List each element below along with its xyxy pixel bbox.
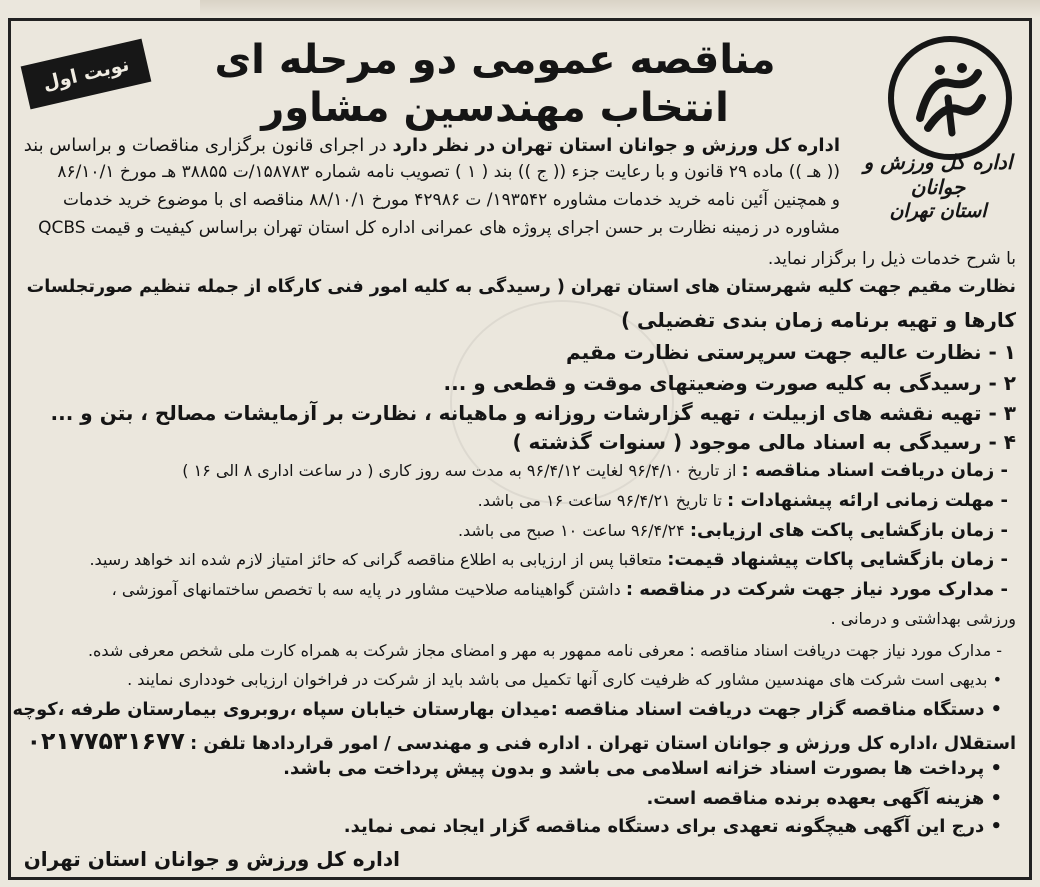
intro-org-bold: اداره کل ورزش و جوانان استان تهران در نظر دارد — [392, 135, 840, 156]
evaluation-label: - زمان بازگشایی پاکت های ارزیابی: — [689, 520, 1008, 541]
top-paper-strip — [200, 0, 1040, 18]
note-ad-cost: • هزینه آگهی بعهده برنده مناقصه است. — [646, 788, 1002, 809]
note-payment: • پرداخت ها بصورت اسناد خزانه اسلامی می باشد و بدون پیش پرداخت می باشد. — [283, 758, 1002, 779]
note-no-obligation: • درج این آگهی هیچگونه تعهدی برای دستگاه مناقصه گزار ایجاد نمی نماید. — [343, 816, 1002, 837]
intro-line4: مشاوره در زمینه نظارت بر حسن اجرای پروژه های عمرانی اداره کل استان تهران براساس کیفیت و قیمت QCBS — [38, 218, 840, 238]
phone-label: تلفن : — [190, 734, 252, 754]
scope-item-1: ۱ - نظارت عالیه جهت سرپرستی نظارت مقیم — [565, 340, 1016, 364]
price-opening-label: - زمان بازگشایی پاکات پیشنهاد قیمت: — [667, 549, 1008, 570]
intro-line5: با شرح خدمات ذیل را برگزار نماید. — [767, 249, 1016, 269]
footer-org-signature: اداره کل ورزش و جوانان استان تهران — [23, 847, 400, 871]
scope-line2: کارها و تهیه برنامه زمان بندی تفضیلی ) — [620, 308, 1016, 332]
scope-line1: نظارت مقیم جهت کلیه شهرستان های استان تهران ( رسیدگی به کلیه امور فنی کارگاه از جمله تنظیم صورتجلسات — [26, 277, 1016, 297]
scope-item-3: ۳ - تهیه نقشه های ازبیلت ، تهیه گزارشات روزانه و ماهیانه ، نظارت بر آزمایشات مصالح ، بتن و ... — [50, 401, 1016, 425]
logo-emblem-icon — [900, 48, 1000, 148]
phone-number: ۰۲۱۷۷۵۳۱۶۷۷ — [26, 727, 185, 755]
logo-org-text — [854, 150, 1022, 224]
scope-item-4: ۴ - رسیدگی به اسناد مالی موجود ( سنوات گذشته ) — [512, 430, 1016, 454]
requirements-text: داشتن گواهینامه صلاحیت مشاور در پایه سه با تخصص ساختمانهای آموزشی ، — [111, 580, 626, 599]
intro-line3: و همچنین آئین نامه خرید خدمات مشاوره ۱۹۳۵۴۲/ ت ۴۲۹۸۶ مورخ ۸۸/۱۰/۱ مناقصه ای با موضوع خرید خدمات — [63, 190, 840, 210]
schedule-evaluation — [458, 522, 1008, 540]
requirements-line — [112, 581, 1008, 599]
intro-line2: (( هـ )) ماده ۲۹ قانون و با رعایت جزء (( ج )) بند ( ۱ ) تصویب نامه شماره ۱۵۸۷۸۳/ت ۳۸۸۵۵ هـ مورخ ۸۶/۱۰/۱ — [57, 162, 840, 182]
scope-item-2: ۲ - رسیدگی به کلیه صورت وضعیتهای موقت و قطعی و ... — [443, 371, 1016, 395]
intro-line1 — [24, 137, 840, 155]
schedule-price-opening — [89, 551, 1008, 569]
requirements-label: - مدارک مورد نیاز جهت شرکت در مناقصه : — [625, 579, 1008, 600]
doc-receipt-label: - زمان دریافت اسناد مناقصه : — [741, 460, 1008, 481]
schedule-doc-receipt — [182, 462, 1008, 480]
contact-address: استقلال ،اداره کل ورزش و جوانان استان تهران . اداره فنی و مهندسی / امور قراردادها — [251, 734, 1016, 754]
schedule-proposal — [478, 492, 1008, 510]
ministry-logo — [888, 36, 1012, 160]
contact-line2 — [26, 727, 1016, 755]
logo-org-line2: استان تهران — [889, 200, 987, 222]
proposal-text: تا تاریخ ۹۶/۴/۲۱ ساعت ۱۶ می باشد. — [477, 491, 728, 510]
price-opening-text: متعاقبا پس از ارزیابی به اطلاع مناقصه گرانی که حائز امتیاز لازم شده اند خواهد رسید. — [89, 550, 668, 569]
notice-title-line1: مناقصه عمومی دو مرحله ای — [214, 37, 776, 83]
requirements-docs-line: - مدارک مورد نیاز جهت دریافت اسناد مناقصه : معرفی نامه ممهور به مهر و امضای مجاز شرکت به همراه کارت ملی شخص معرفی شده. — [87, 641, 1002, 660]
intro-line1-rest: در اجرای قانون برگزاری مناقصات و براساس بند — [23, 135, 393, 156]
capacity-note: • بدیهی است شرکت های مهندسین مشاور که ظرفیت کاری آنها تکمیل می باشد باید از شرکت در فراخوان ارزیابی خودداری نمایند . — [127, 670, 1002, 689]
proposal-label: - مهلت زمانی ارائه پیشنهادات : — [727, 490, 1008, 511]
notice-title-line2: انتخاب مهندسین مشاور — [261, 85, 729, 131]
doc-receipt-text: از تاریخ ۹۶/۴/۱۰ لغایت ۹۶/۴/۱۲ به مدت سه روز کاری ( در ساعت اداری ۸ الی ۱۶ ) — [182, 461, 742, 480]
contact-line1: • دستگاه مناقصه گزار جهت دریافت اسناد مناقصه :میدان بهارستان خیابان سپاه ،روبروی بیمارستان طرفه ،کوچه — [12, 699, 1002, 720]
requirements-line2: ورزشی بهداشتی و درمانی . — [830, 609, 1016, 628]
logo-org-line1: اداره کل ورزش و جوانان — [863, 150, 1013, 199]
evaluation-text: ۹۶/۴/۲۴ ساعت ۱۰ صبح می باشد. — [457, 521, 690, 540]
first-round-badge: نوبت اول — [21, 39, 152, 110]
